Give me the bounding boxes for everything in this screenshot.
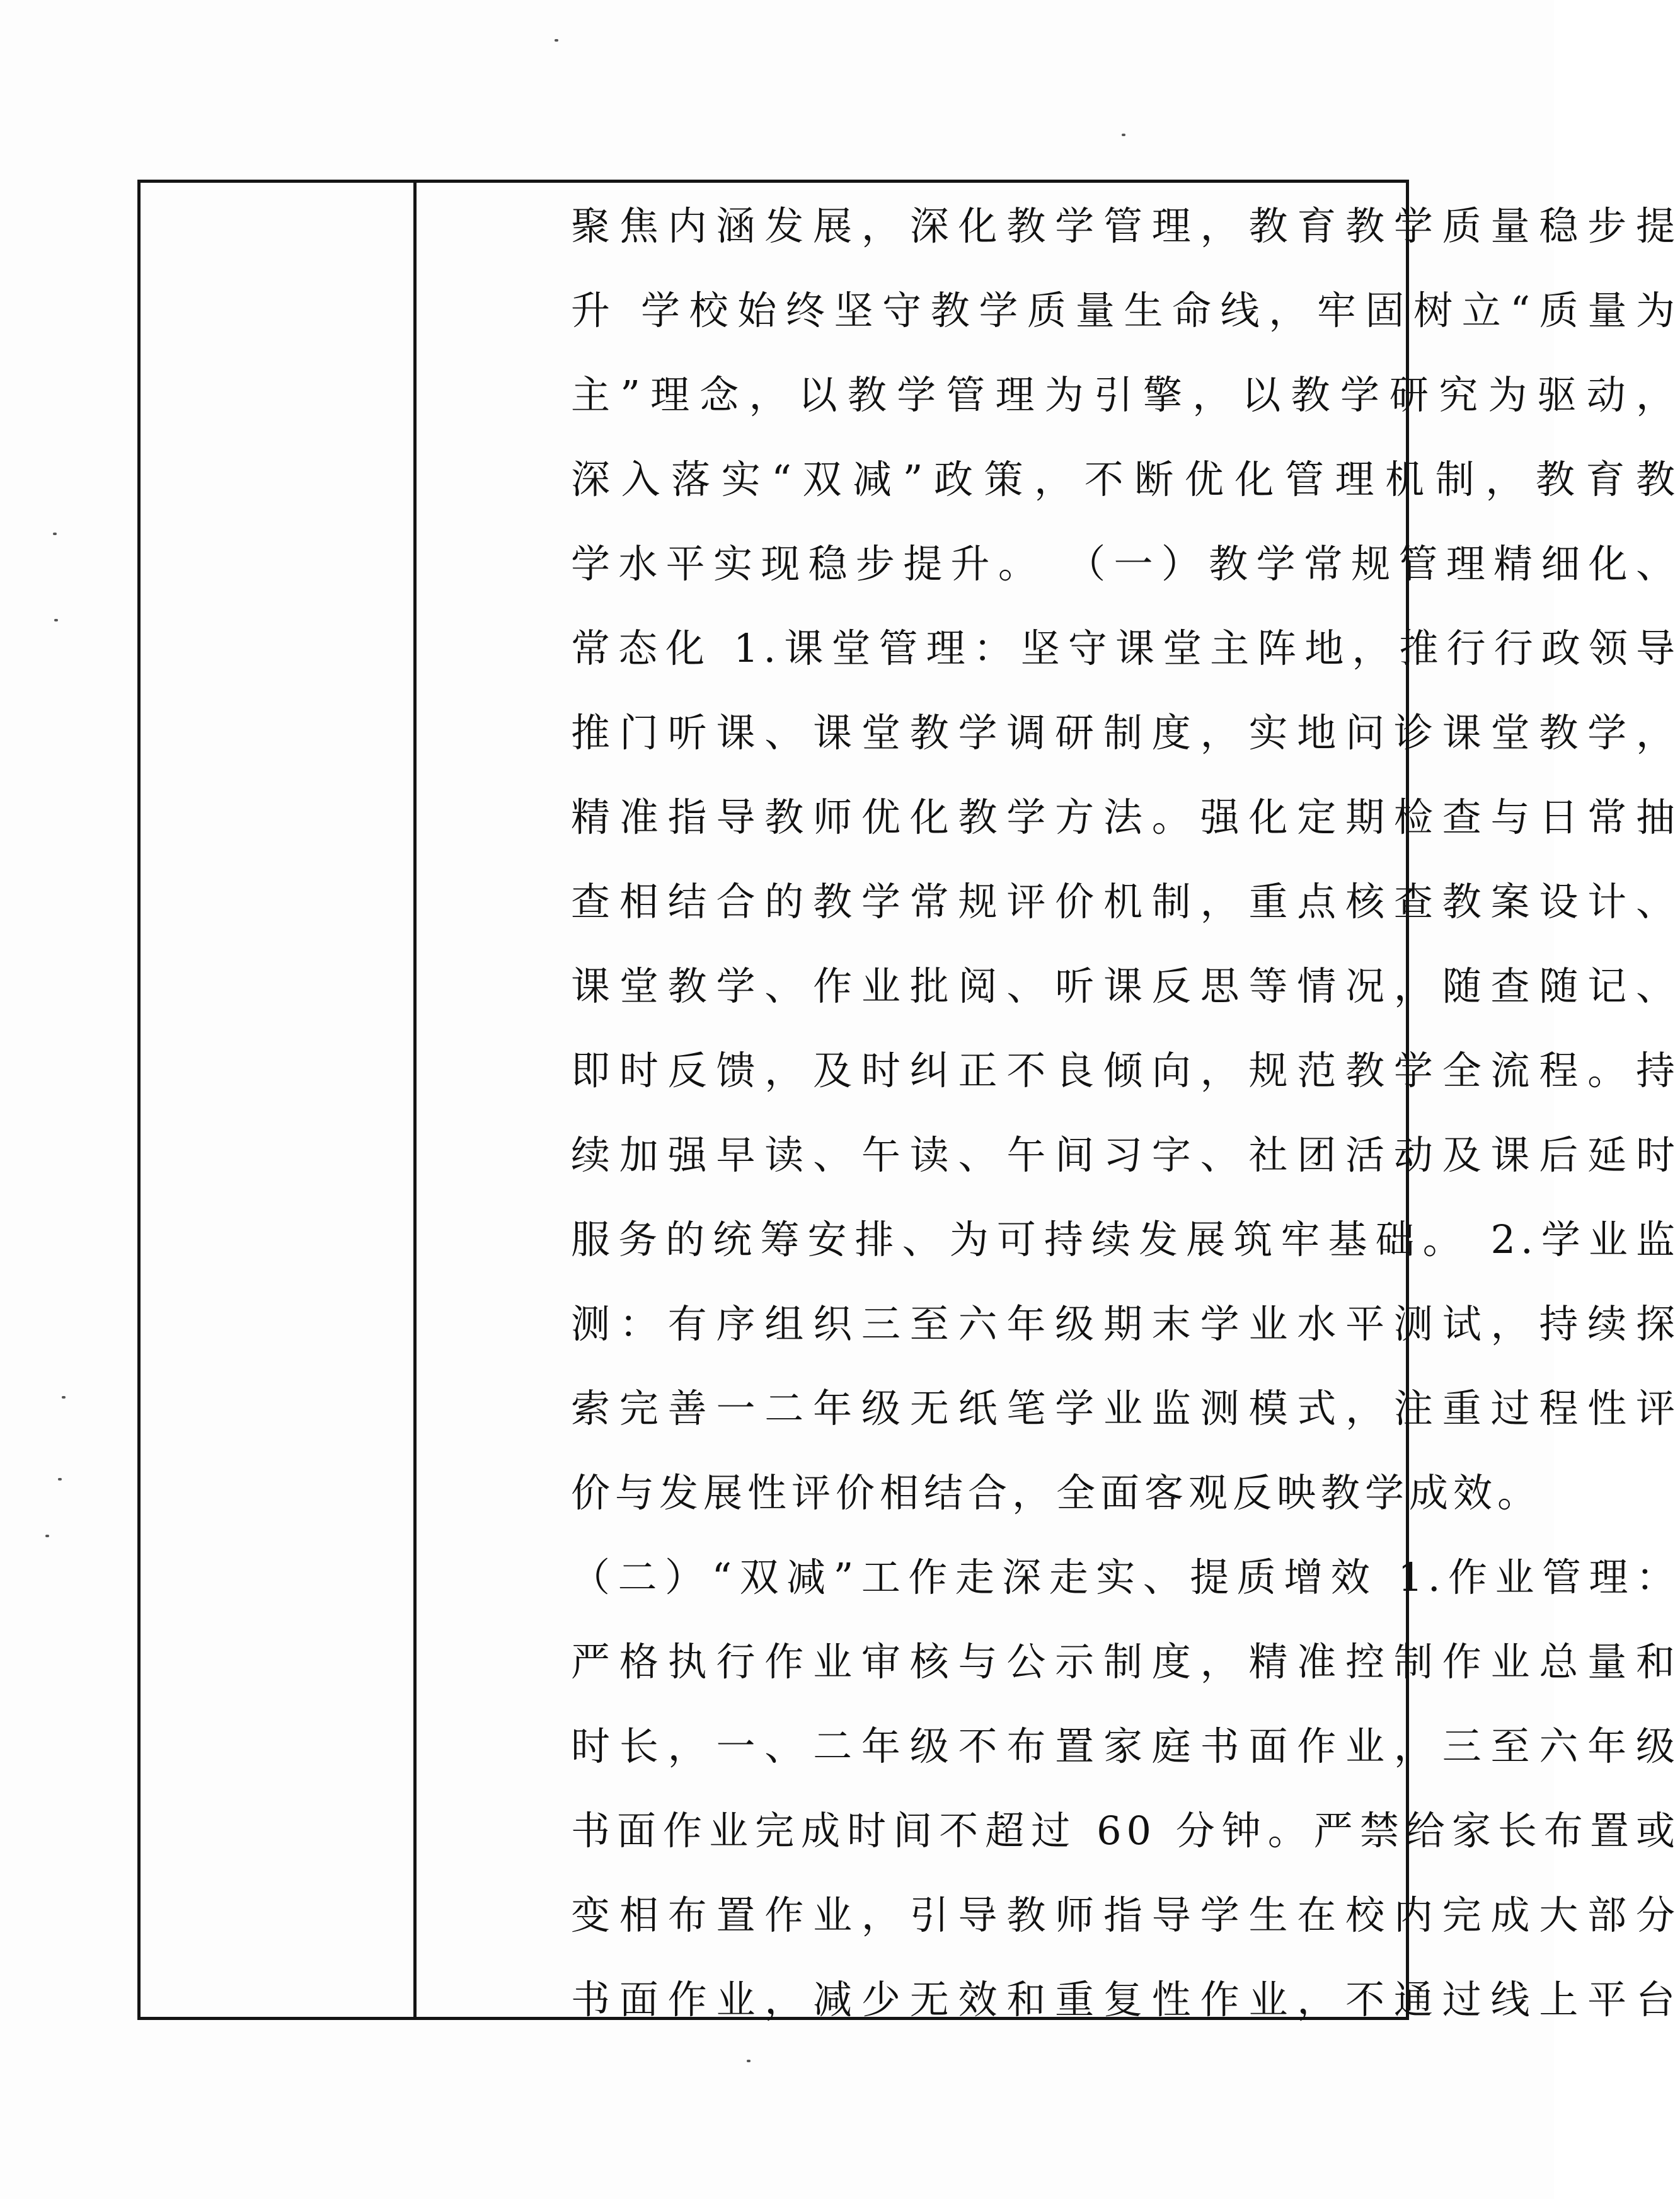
text-line-16: 价与发展性评价相结合，全面客观反映教学成效。 [571, 1470, 1542, 1516]
text-line-20: 书面作业完成时间不超过 60 分钟。严禁给家长布置或 [571, 1808, 1680, 1854]
text-line-6: 常态化 1.课堂管理：坚守课堂主阵地，推行行政领导 [571, 625, 1680, 671]
text-line-10: 课堂教学、作业批阅、听课反思等情况，随查随记、 [571, 963, 1680, 1009]
scan-speck [62, 1396, 66, 1399]
text-line-22: 书面作业，减少无效和重复性作业，不通过线上平台 [571, 1977, 1680, 2023]
scan-speck [58, 1478, 62, 1480]
text-line-19: 时长，一、二年级不布置家庭书面作业，三至六年级 [571, 1723, 1680, 1769]
scan-speck [53, 533, 57, 535]
text-line-7: 推门听课、课堂教学调研制度，实地问诊课堂教学， [571, 710, 1680, 756]
text-line-17: （二）“双减”工作走深走实、提质增效 1.作业管理： [571, 1554, 1680, 1600]
content-table [137, 180, 1680, 2023]
scan-speck [54, 619, 58, 621]
text-line-5: 学水平实现稳步提升。 （一）教学常规管理精细化、 [571, 541, 1680, 587]
text-line-11: 即时反馈，及时纠正不良倾向，规范教学全流程。持 [571, 1048, 1680, 1094]
text-line-3: 主”理念，以教学管理为引擎，以教学研究为驱动， [571, 372, 1680, 418]
scan-speck [1122, 134, 1125, 136]
text-line-13: 服务的统筹安排、为可持续发展筑牢基础。 2.学业监 [571, 1216, 1680, 1262]
text-line-4: 深入落实“双减”政策，不断优化管理机制，教育教 [571, 456, 1680, 502]
scan-speck [45, 1535, 49, 1537]
text-line-8: 精准指导教师优化教学方法。强化定期检查与日常抽 [571, 794, 1680, 840]
text-line-1: 聚焦内涵发展，深化教学管理，教育教学质量稳步提 [571, 203, 1680, 249]
text-line-14: 测：有序组织三至六年级期末学业水平测试，持续探 [571, 1301, 1680, 1347]
text-line-2: 升 学校始终坚守教学质量生命线，牢固树立“质量为 [571, 287, 1680, 333]
text-line-9: 查相结合的教学常规评价机制，重点核查教案设计、 [571, 879, 1680, 925]
text-line-18: 严格执行作业审核与公示制度，精准控制作业总量和 [571, 1639, 1680, 1685]
scan-speck [555, 39, 558, 42]
text-line-15: 索完善一二年级无纸笔学业监测模式，注重过程性评 [571, 1385, 1680, 1431]
table-content-cell [420, 183, 1680, 2023]
text-line-12: 续加强早读、午读、午间习字、社团活动及课后延时 [571, 1132, 1680, 1178]
table-label-cell [141, 183, 417, 2017]
text-line-21: 变相布置作业，引导教师指导学生在校内完成大部分 [571, 1892, 1680, 1938]
